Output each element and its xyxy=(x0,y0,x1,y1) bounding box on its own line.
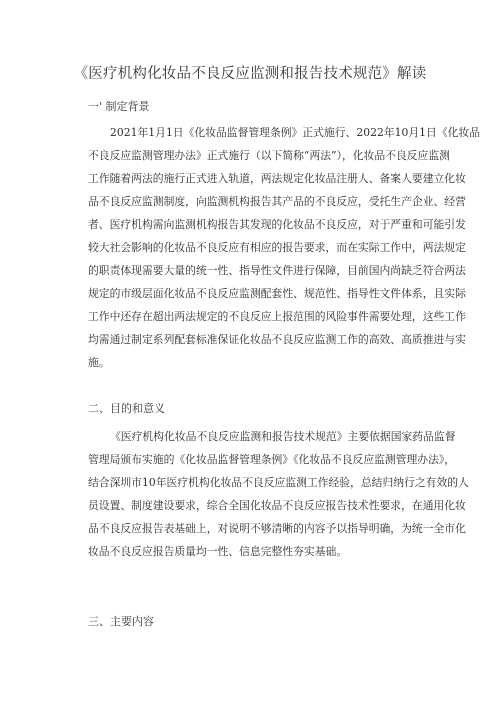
paragraph-line: 管理局颁布实施的《化妆品监督管理条例》《化妆品不良反应监测管理办法》， xyxy=(88,453,456,466)
paragraph-line: 品不良反应监测制度，向监测机构报告其产品的不良反应，受托生产企业、经营 xyxy=(88,195,466,208)
paragraph-line: 员设置、制度建设要求，综合全国化妆品不良反应报告技术性要求，在通用化妆 xyxy=(88,499,466,512)
paragraph-line: 《医疗机构化妆品不良反应监测和报告技术规范》主要依据国家药品监督 xyxy=(110,430,456,443)
section3-heading: 三、主要内容 xyxy=(88,615,154,628)
paragraph-line: 较大社会影响的化妆品不良反应有相应的报告要求，而在实际工作中，两法规定 xyxy=(88,241,466,254)
paragraph-line: 工作中还存在超出两法规定的不良反应上报范围的风险事件需要处理，这些工作 xyxy=(88,310,466,323)
section1-heading: 一' 制定背景 xyxy=(88,100,150,113)
paragraph-line: 品不良反应报告表基础上，对说明不够清晰的内容予以指导明确，为统一全市化 xyxy=(88,522,466,535)
section1-paragraph xyxy=(88,121,481,374)
paragraph-line: 者、医疗机构需向监测机构报告其发现的化妆品不良反应，对于严重和可能引发 xyxy=(88,218,466,231)
section2-heading: 二、目的和意义 xyxy=(88,402,165,415)
paragraph-line: 工作随着两法的施行正式进入轨道，两法规定化妆品注册人、备案人要建立化妆 xyxy=(88,172,466,185)
paragraph-line: 均需通过制定系列配套标准保证化妆品不良反应监测工作的高效、高质推进与实 xyxy=(88,333,466,346)
paragraph-line: 结合深圳市10年医疗机构化妆品不良反应监测工作经验，总结归纳行之有效的人 xyxy=(88,476,469,489)
paragraph-line: 施。 xyxy=(88,356,110,369)
paragraph-line: 妆品不良反应报告质量均一性、信息完整性夯实基础。 xyxy=(88,545,348,558)
paragraph-line: 的职责体现需要大量的统一性、指导性文件进行保障，目前国内尚缺乏符合两法 xyxy=(88,264,466,277)
section2-paragraph xyxy=(88,425,469,563)
document-title: 《医疗机构化妆品不良反应监测和报告技术规范》解读 xyxy=(73,66,427,82)
paragraph-line: 2021年1月1日《化妆品监督管理条例》正式施行、2022年10月1日《化妆品 xyxy=(110,126,481,139)
paragraph-line: 规定的市级层面化妆品不良反应监测配套性、规范性、指导性文件体系，且实际 xyxy=(88,287,466,300)
paragraph-line: 不良反应监测管理办法》正式施行（以下简称“两法”），化妆品不良反应监测 xyxy=(88,149,450,162)
